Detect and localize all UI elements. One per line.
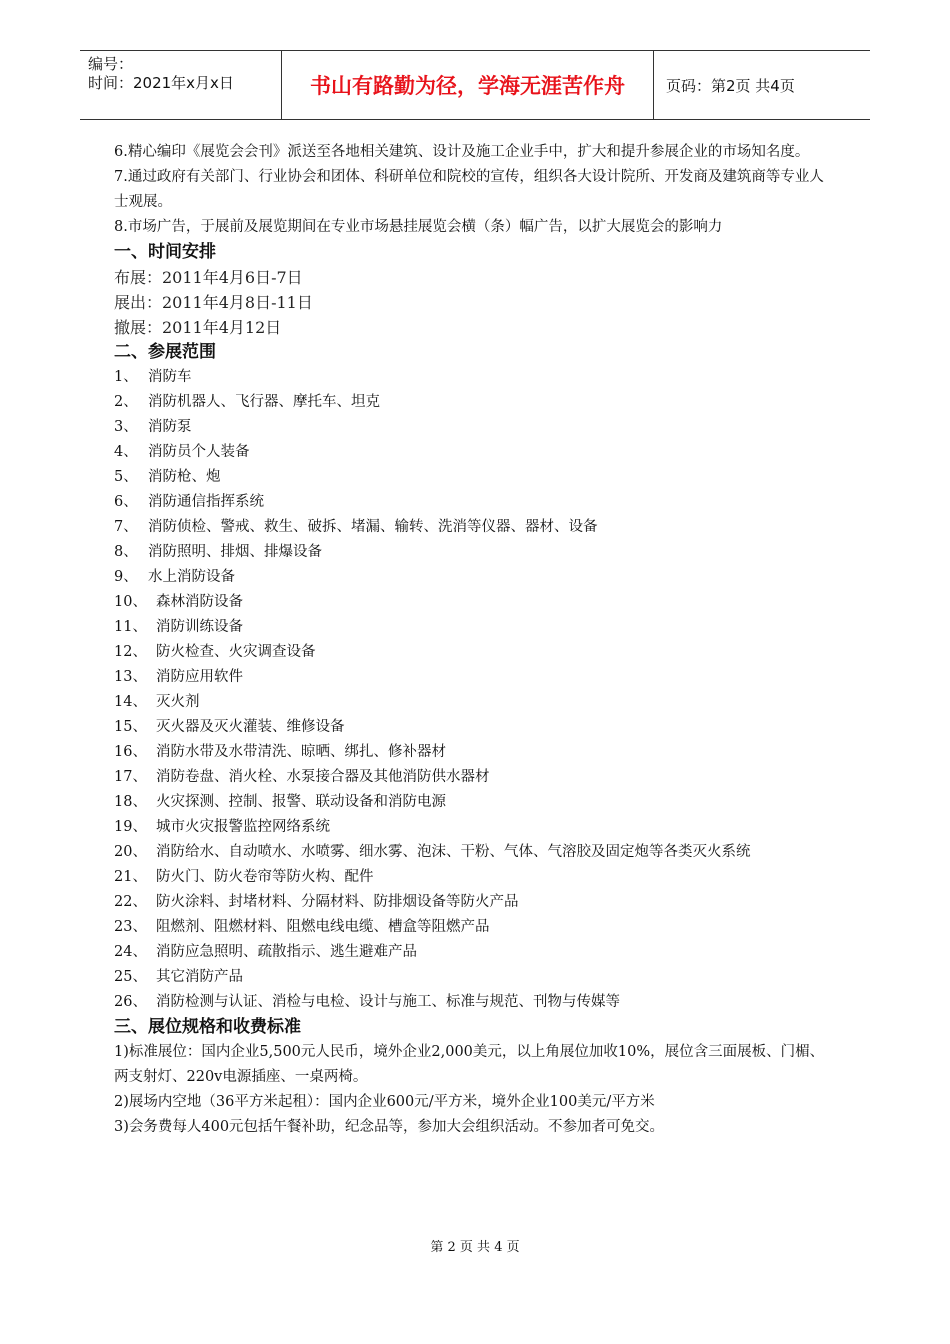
number-label: 编号： [88,55,134,73]
item-text: 消防员个人装备 [148,444,250,460]
scope-list-item [114,890,834,915]
scope-list-item [114,390,834,415]
scope-list-item [114,815,834,840]
fee-line: 2)展场内空地（36平方米起租）：国内企业600元/平方米，境外企业100美元/平方米 [114,1094,655,1110]
item-number: 20、 [114,844,147,860]
scope-list-item [114,415,834,440]
item-text: 森林消防设备 [156,594,243,610]
scope-list-item [114,790,834,815]
scope-list-item [114,865,834,890]
item-text: 消防侦检、警戒、救生、破拆、堵漏、输转、洗消等仪器、器材、设备 [148,519,598,535]
fee-line: 1)标准展位：国内企业5,500元人民币，境外企业2,000美元，以上角展位加收10%，展位含三面展板、门楣、两支射灯、220v电源插座、一桌两椅。 [114,1044,825,1085]
item-number: 11、 [114,619,147,635]
scope-list-item [114,915,834,940]
item-text: 消防检测与认证、消检与电检、设计与施工、标准与规范、刊物与传媒等 [156,994,620,1010]
scope-list-item [114,365,834,390]
scope-list-item [114,715,834,740]
document-body [114,140,834,1140]
item-text: 消防卷盘、消火栓、水泵接合器及其他消防供水器材 [156,769,490,785]
item-text: 水上消防设备 [148,569,235,585]
item-number: 25、 [114,969,147,985]
section-heading-fees: 三、展位规格和收费标准 [114,1017,301,1037]
item-number: 1、 [114,369,138,385]
scope-list-item [114,465,834,490]
item-number: 6、 [114,494,138,510]
item-text: 防火涂料、封堵材料、分隔材料、防排烟设备等防火产品 [156,894,519,910]
item-text: 消防训练设备 [156,619,243,635]
item-text: 消防车 [148,369,192,385]
item-text: 灭火剂 [156,694,200,710]
page-footer [0,1236,950,1255]
item-number: 16、 [114,744,147,760]
intro-paragraph: 8.市场广告，于展前及展览期间在专业市场悬挂展览会横（条）幅广告，以扩大展览会的影响力 [114,219,723,235]
scope-list-item [114,665,834,690]
intro-paragraph: 6.精心编印《展览会会刊》派送至各地相关建筑、设计及施工企业手中，扩大和提升参展企业的市场知名度。 [114,144,810,160]
scope-list-item [114,990,834,1015]
section-heading-schedule: 一、时间安排 [114,242,216,262]
item-text: 消防机器人、飞行器、摩托车、坦克 [148,394,380,410]
item-number: 3、 [114,419,138,435]
scope-list-item [114,590,834,615]
item-text: 城市火灾报警监控网络系统 [156,819,330,835]
scope-list-item [114,540,834,565]
scope-list-item [114,940,834,965]
scope-list [114,365,834,1015]
section-heading-scope: 二、参展范围 [114,342,216,362]
item-text: 其它消防产品 [156,969,243,985]
scope-list-item [114,490,834,515]
item-number: 4、 [114,444,138,460]
item-number: 5、 [114,469,138,485]
item-number: 9、 [114,569,138,585]
item-number: 13、 [114,669,147,685]
scope-list-item [114,840,834,865]
item-number: 15、 [114,719,147,735]
footer-page-number: 第 2 页 共 4 页 [430,1240,520,1255]
header-meta-cell [80,51,282,119]
scope-list-item [114,640,834,665]
item-text: 消防枪、炮 [148,469,221,485]
item-text: 阻燃剂、阻燃材料、阻燃电线电缆、槽盒等阻燃产品 [156,919,490,935]
motto-cell [282,51,654,119]
scope-list-item [114,965,834,990]
page-cell [654,51,870,119]
motto-text: 书山有路勤为径，学海无涯苦作舟 [310,73,625,98]
scope-list-item [114,690,834,715]
item-number: 21、 [114,869,147,885]
item-text: 防火门、防火卷帘等防火构、配件 [156,869,374,885]
scope-list-item [114,615,834,640]
item-number: 7、 [114,519,138,535]
item-number: 10、 [114,594,147,610]
item-number: 22、 [114,894,147,910]
item-number: 2、 [114,394,138,410]
scope-list-item [114,740,834,765]
item-number: 12、 [114,644,147,660]
item-text: 消防照明、排烟、排爆设备 [148,544,322,560]
item-text: 防火检查、火灾调查设备 [156,644,316,660]
schedule-line: 布展：2011年4月6日-7日 [114,268,303,287]
item-text: 消防给水、自动喷水、水喷雾、细水雾、泡沫、干粉、气体、气溶胶及固定炮等各类灭火系统 [156,844,751,860]
item-number: 8、 [114,544,138,560]
item-number: 24、 [114,944,147,960]
item-number: 14、 [114,694,147,710]
scope-list-item [114,515,834,540]
item-text: 消防泵 [148,419,192,435]
intro-paragraph: 7.通过政府有关部门、行业协会和团体、科研单位和院校的宣传，组织各大设计院所、开发商及建筑商等专业人士观展。 [114,169,824,210]
scope-list-item [114,565,834,590]
item-text: 消防水带及水带清洗、晾晒、绑扎、修补器材 [156,744,446,760]
time-label: 时间：2021年x月x日 [88,74,234,92]
item-text: 灭火器及灭火灌装、维修设备 [156,719,345,735]
item-number: 26、 [114,994,147,1010]
item-text: 消防通信指挥系统 [148,494,264,510]
item-number: 19、 [114,819,147,835]
schedule-line: 展出：2011年4月8日-11日 [114,293,313,312]
item-text: 消防应急照明、疏散指示、逃生避难产品 [156,944,417,960]
item-number: 18、 [114,794,147,810]
document-header [80,50,870,120]
item-text: 火灾探测、控制、报警、联动设备和消防电源 [156,794,446,810]
item-text: 消防应用软件 [156,669,243,685]
item-number: 23、 [114,919,147,935]
scope-list-item [114,765,834,790]
item-number: 17、 [114,769,147,785]
schedule-line: 撤展：2011年4月12日 [114,318,282,337]
fee-line: 3)会务费每人400元包括午餐补助，纪念品等，参加大会组织活动。不参加者可免交。 [114,1119,665,1135]
scope-list-item [114,440,834,465]
page-label: 页码：第2页 共4页 [666,76,795,95]
